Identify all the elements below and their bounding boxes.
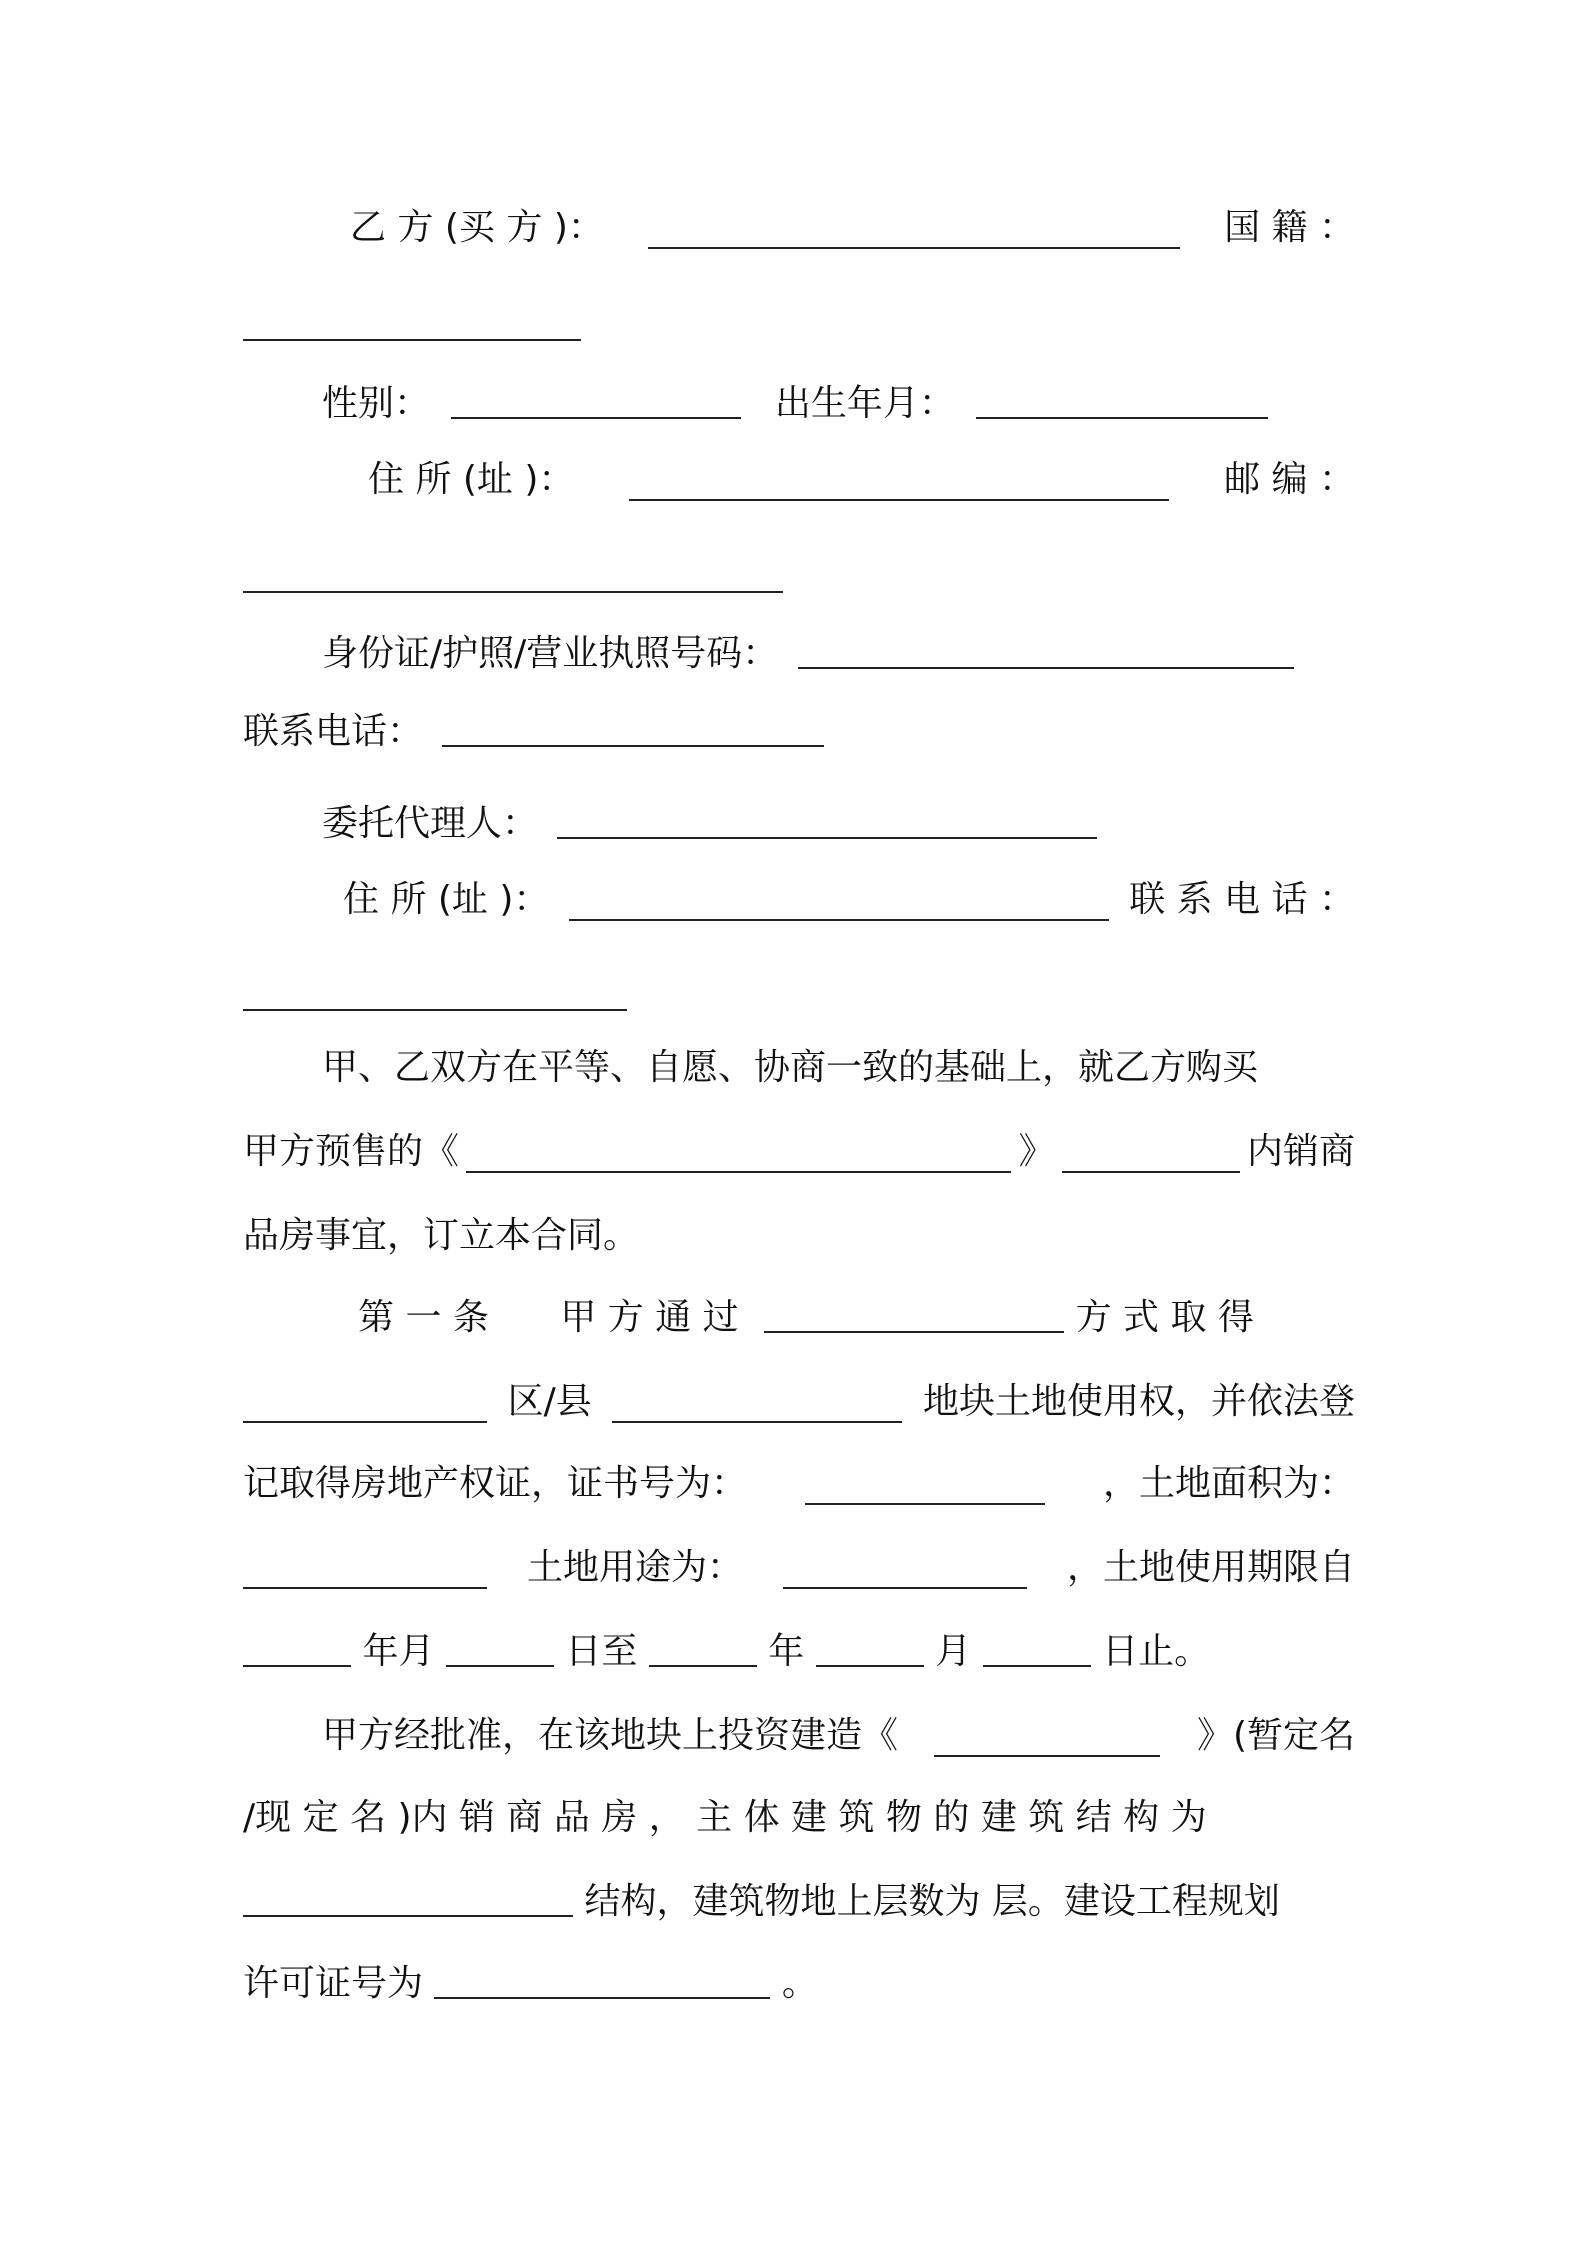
- article1-p2-line-3: [243, 1874, 1355, 1930]
- start-day-blank[interactable]: [446, 1625, 554, 1667]
- agent-phone-blank[interactable]: [243, 969, 627, 1011]
- address-label: 住 所 (址 )：: [368, 459, 575, 500]
- article1-heading: 第 一 条: [358, 1297, 489, 1338]
- postcode-blank[interactable]: [243, 551, 783, 593]
- agent-address-blank[interactable]: [569, 879, 1109, 921]
- article1-p2-text-3: 结构，建筑物地上层数为 层。建设工程规划: [584, 1881, 1280, 1922]
- preamble-text-2c: 内销商: [1246, 1131, 1355, 1172]
- end-year-blank[interactable]: [649, 1625, 757, 1667]
- certificate-no-blank[interactable]: [805, 1463, 1045, 1505]
- phone-line: [243, 704, 1355, 760]
- preamble-line-2: [243, 1124, 1355, 1180]
- article1-text-5a: 年月: [362, 1631, 435, 1672]
- district-blank[interactable]: [243, 1381, 487, 1423]
- preamble-text-2a: 甲方预售的《: [243, 1131, 460, 1172]
- agent-address-label: 住 所 (址 )：: [343, 879, 550, 920]
- article1-p2-text-1a: 甲方经批准，在该地块上投资建造《: [322, 1715, 899, 1756]
- end-day-blank[interactable]: [983, 1625, 1091, 1667]
- article1-p2-line-4: [243, 1956, 1355, 2012]
- nationality-blank[interactable]: [243, 299, 581, 341]
- address-line: [368, 452, 1355, 508]
- agent-label: 委托代理人：: [322, 803, 539, 844]
- article1-line-3: [243, 1456, 1355, 1512]
- article1-p2-line-1: [322, 1708, 1355, 1764]
- end-month-blank[interactable]: [816, 1625, 924, 1667]
- project-name-blank[interactable]: [466, 1131, 1011, 1173]
- land-use-blank[interactable]: [783, 1547, 1027, 1589]
- birth-label: 出生年月：: [774, 383, 955, 424]
- preamble-line-3: [243, 1208, 1355, 1264]
- id-blank[interactable]: [798, 627, 1294, 669]
- article1-text-5c: 年: [768, 1631, 805, 1672]
- article1-line-5: [243, 1624, 1355, 1680]
- article1-text-5d: 月: [935, 1631, 972, 1672]
- id-line: [322, 626, 1362, 682]
- nationality-line: [243, 298, 1355, 354]
- building-name-blank[interactable]: [934, 1715, 1160, 1757]
- acquire-method-blank[interactable]: [764, 1291, 1064, 1333]
- article1-p2-text-4b: 。: [781, 1963, 818, 2004]
- agent-phone-label: 联 系 电 话 ：: [1129, 879, 1355, 920]
- preamble-text-2b: 》: [1018, 1131, 1055, 1172]
- preamble-text-3: 品房事宜，订立本合同。: [243, 1215, 640, 1256]
- preamble-text-1: 甲、乙双方在平等、自愿、协商一致的基础上，就乙方购买: [322, 1047, 1259, 1088]
- agent-phone-line: [243, 968, 1355, 1024]
- article1-line-1: [358, 1290, 1355, 1346]
- article1-text-2b: 地块土地使用权，并依法登: [922, 1381, 1355, 1422]
- article1-text-4a: 土地用途为：: [526, 1547, 743, 1588]
- article1-line-4: [243, 1540, 1355, 1596]
- party-b-line: [350, 200, 1355, 256]
- article1-text-2a: 区/县: [507, 1381, 592, 1422]
- gender-birth-line: [322, 376, 1322, 432]
- agent-blank[interactable]: [557, 797, 1097, 839]
- article1-text-1a: 甲 方 通 过: [560, 1297, 739, 1338]
- gender-label: 性别：: [322, 383, 431, 424]
- article1-text-1b: 方 式 取 得: [1075, 1297, 1254, 1338]
- article1-text-4b: ，土地使用期限自: [1066, 1547, 1355, 1588]
- article1-p2-text-2: /现 定 名 )内 销 商 品 房 ， 主 体 建 筑 物 的 建 筑 结 构 为: [243, 1797, 1207, 1838]
- id-label: 身份证/护照/营业执照号码：: [322, 633, 779, 674]
- article1-text-5b: 日至: [565, 1631, 638, 1672]
- party-b-name-blank[interactable]: [648, 207, 1180, 249]
- article1-text-3b: ，土地面积为：: [1102, 1463, 1355, 1504]
- permit-no-blank[interactable]: [434, 1957, 770, 1999]
- structure-blank[interactable]: [243, 1875, 573, 1917]
- phone-label: 联系电话：: [243, 711, 424, 752]
- preamble-line-1: [322, 1040, 1355, 1096]
- article1-p2-text-4a: 许可证号为: [243, 1963, 424, 2004]
- land-area-blank[interactable]: [243, 1547, 487, 1589]
- address-blank[interactable]: [629, 459, 1169, 501]
- postcode-line: [243, 550, 1355, 606]
- agent-line: [322, 796, 1322, 852]
- article1-text-5e: 日止。: [1102, 1631, 1211, 1672]
- article1-text-3a: 记取得房地产权证，证书号为：: [243, 1463, 748, 1504]
- nationality-label: 国 籍 ：: [1224, 207, 1355, 248]
- postcode-label: 邮 编 ：: [1224, 459, 1355, 500]
- agent-address-line: [343, 872, 1355, 928]
- phone-blank[interactable]: [442, 705, 824, 747]
- article1-p2-text-1b: 》(暂定名: [1196, 1715, 1355, 1756]
- article1-p2-line-2: [243, 1790, 1355, 1846]
- plot-blank[interactable]: [612, 1381, 902, 1423]
- gender-blank[interactable]: [451, 377, 741, 419]
- party-b-label: 乙 方 (买 方 )：: [350, 207, 604, 248]
- article1-line-2: [243, 1374, 1355, 1430]
- start-year-blank[interactable]: [243, 1625, 351, 1667]
- project-extra-blank[interactable]: [1062, 1131, 1240, 1173]
- birth-blank[interactable]: [976, 377, 1268, 419]
